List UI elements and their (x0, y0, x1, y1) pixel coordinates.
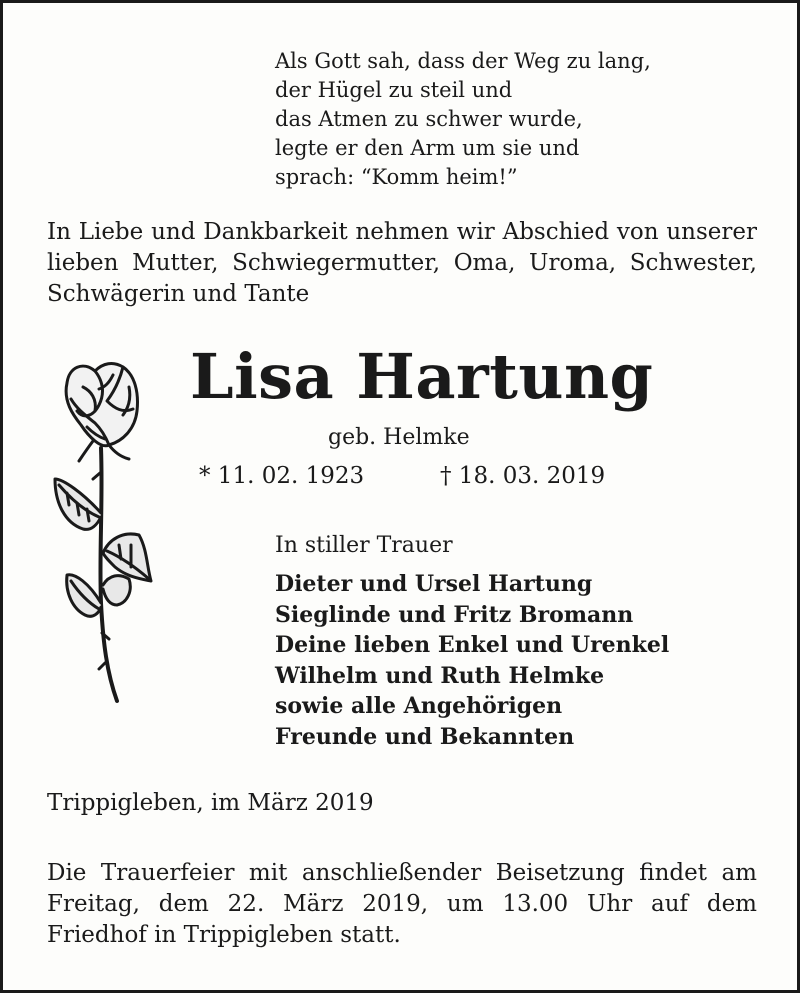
funeral-service-info: Die Trauerfeier mit anschließender Beisetzung findet am Freitag, dem 22. März 2019, um 13.00 Uhr auf dem Friedhof in Trippigleben statt. (47, 860, 757, 948)
rose-icon (43, 353, 163, 708)
mourner-entry: Deine lieben Enkel und Urenkel (275, 632, 670, 658)
poem-line: sprach: “Komm heim!” (275, 165, 518, 189)
place-date: Trippigleben, im März 2019 (47, 790, 374, 816)
mourner-entry: sowie alle Angehörigen (275, 693, 563, 719)
mourner-entry: Freunde und Bekannten (275, 723, 575, 750)
maiden-name: geb. Helmke (328, 425, 470, 450)
deceased-name: Lisa Hartung (190, 340, 654, 413)
mourning-label: In stiller Trauer (275, 533, 453, 558)
mourner-entry: Dieter und Ursel Hartung (275, 571, 593, 597)
intro-text: In Liebe und Dankbarkeit nehmen wir Abschied von unserer lieben Mutter, Schwiegermutter, Oma, Uroma, Schwester, Schwägerin und Tante (47, 219, 757, 307)
death-date: † 18. 03. 2019 (440, 463, 606, 489)
mourners-list (275, 569, 669, 752)
poem-line: das Atmen zu schwer wurde, (275, 107, 583, 131)
birth-date: * 11. 02. 1923 (199, 463, 365, 489)
poem (275, 47, 651, 192)
mourner-entry: Sieglinde und Fritz Bromann (275, 601, 634, 628)
poem-line: der Hügel zu steil und (275, 78, 513, 102)
poem-line: legte er den Arm um sie und (275, 136, 580, 160)
mourner-entry: Wilhelm und Ruth Helmke (275, 662, 605, 689)
poem-line: Als Gott sah, dass der Weg zu lang, (275, 49, 651, 73)
